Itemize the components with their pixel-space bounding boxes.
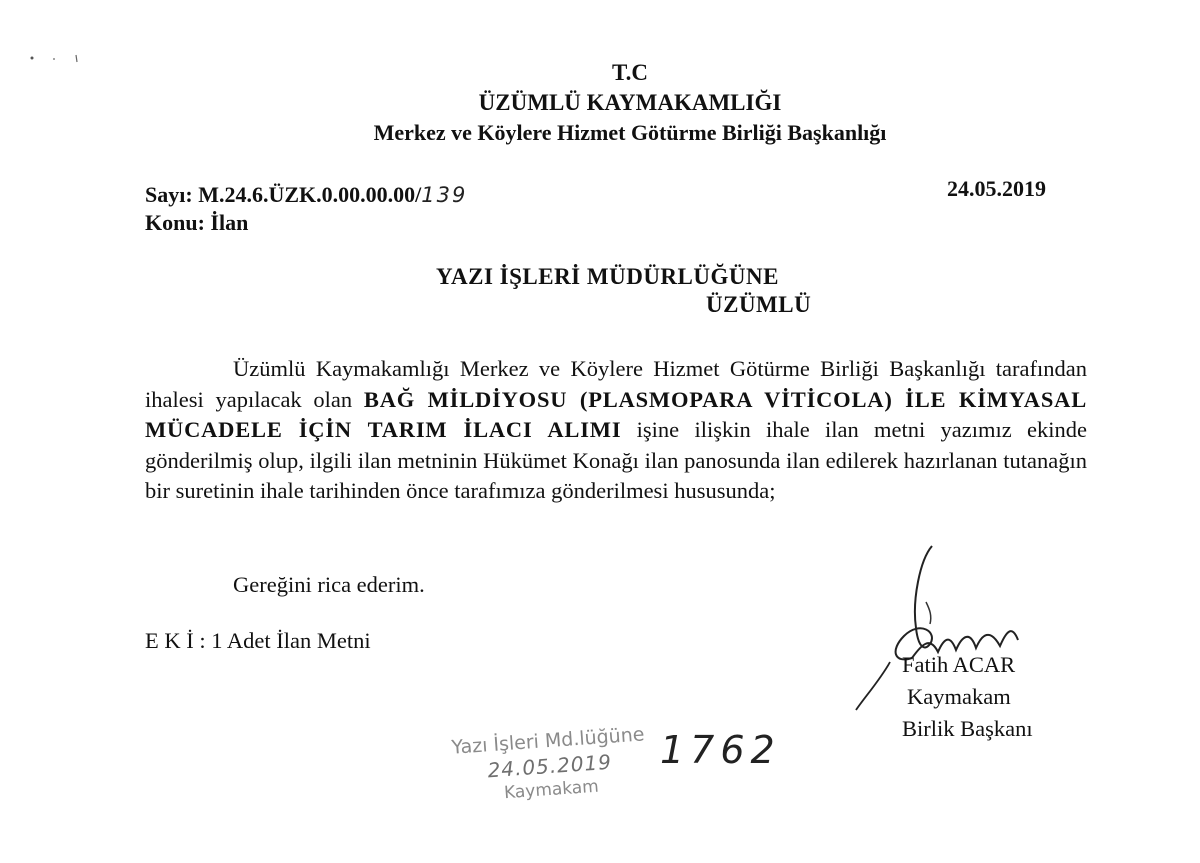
stamp-line1: Yazı İşleri Md.lüğüne: [450, 723, 646, 759]
received-stamp: [437, 712, 663, 827]
header-birlik: Merkez ve Köylere Hizmet Götürme Birliği Başkanlığı: [373, 120, 887, 145]
reference-number: [145, 182, 467, 208]
body-bold: BAĞ MİLDİYOSU (PLASMOPARA VİTİCOLA) İLE KİMYASAL MÜCADELE İÇİN TARIM İLACI ALIMI: [145, 386, 1087, 443]
sayi-handwritten: 139: [421, 183, 468, 207]
sayi-value: M.24.6.ÜZK.0.00.00.00/: [198, 182, 422, 207]
attachment-line: E K İ : 1 Adet İlan Metni: [145, 628, 371, 653]
konu-label: Konu:: [145, 210, 205, 235]
addressee-line1: YAZI İŞLERİ MÜDÜRLÜĞÜNE: [436, 264, 779, 289]
signatory-name: Fatih ACAR: [902, 652, 1016, 677]
body-part1: Üzümlü Kaymakamlığı Merkez ve Köylere Hizmet Götürme Birliği Başkanlığı tarafından ihalesi yapılacak olan: [145, 356, 1087, 412]
body-part2: işine ilişkin ihale ilan metni yazımız ekinde gönderilmiş olup, ilgili ilan metninin Hükümet Konağı ilan panosunda ilan edilerek hazırlanan tutanağın bir suretinin ihale tarihinden önce tarafımıza gönderilmesi hususunda;: [145, 417, 1087, 504]
scan-specks: [20, 50, 100, 70]
document-date: 24.05.2019: [947, 176, 1046, 201]
closing-line: Gereğini rica ederim.: [233, 572, 425, 597]
addressee-line2: ÜZÜMLÜ: [706, 292, 812, 317]
signatory-role: Birlik Başkanı: [902, 716, 1033, 741]
body-paragraph: [145, 354, 1087, 507]
header-kaymakamlik: ÜZÜMLÜ KAYMAKAMLIĞI: [478, 90, 782, 115]
konu-value: İlan: [210, 210, 249, 235]
subject: [145, 210, 248, 236]
handwritten-register-number: 1762: [660, 728, 781, 772]
signatory-title: Kaymakam: [907, 684, 1011, 709]
sayi-label: Sayı:: [145, 182, 193, 207]
stamp-date: 24.05.2019: [486, 749, 613, 783]
header-tc: T.C: [612, 60, 648, 85]
stamp-line3: Kaymakam: [503, 776, 600, 804]
